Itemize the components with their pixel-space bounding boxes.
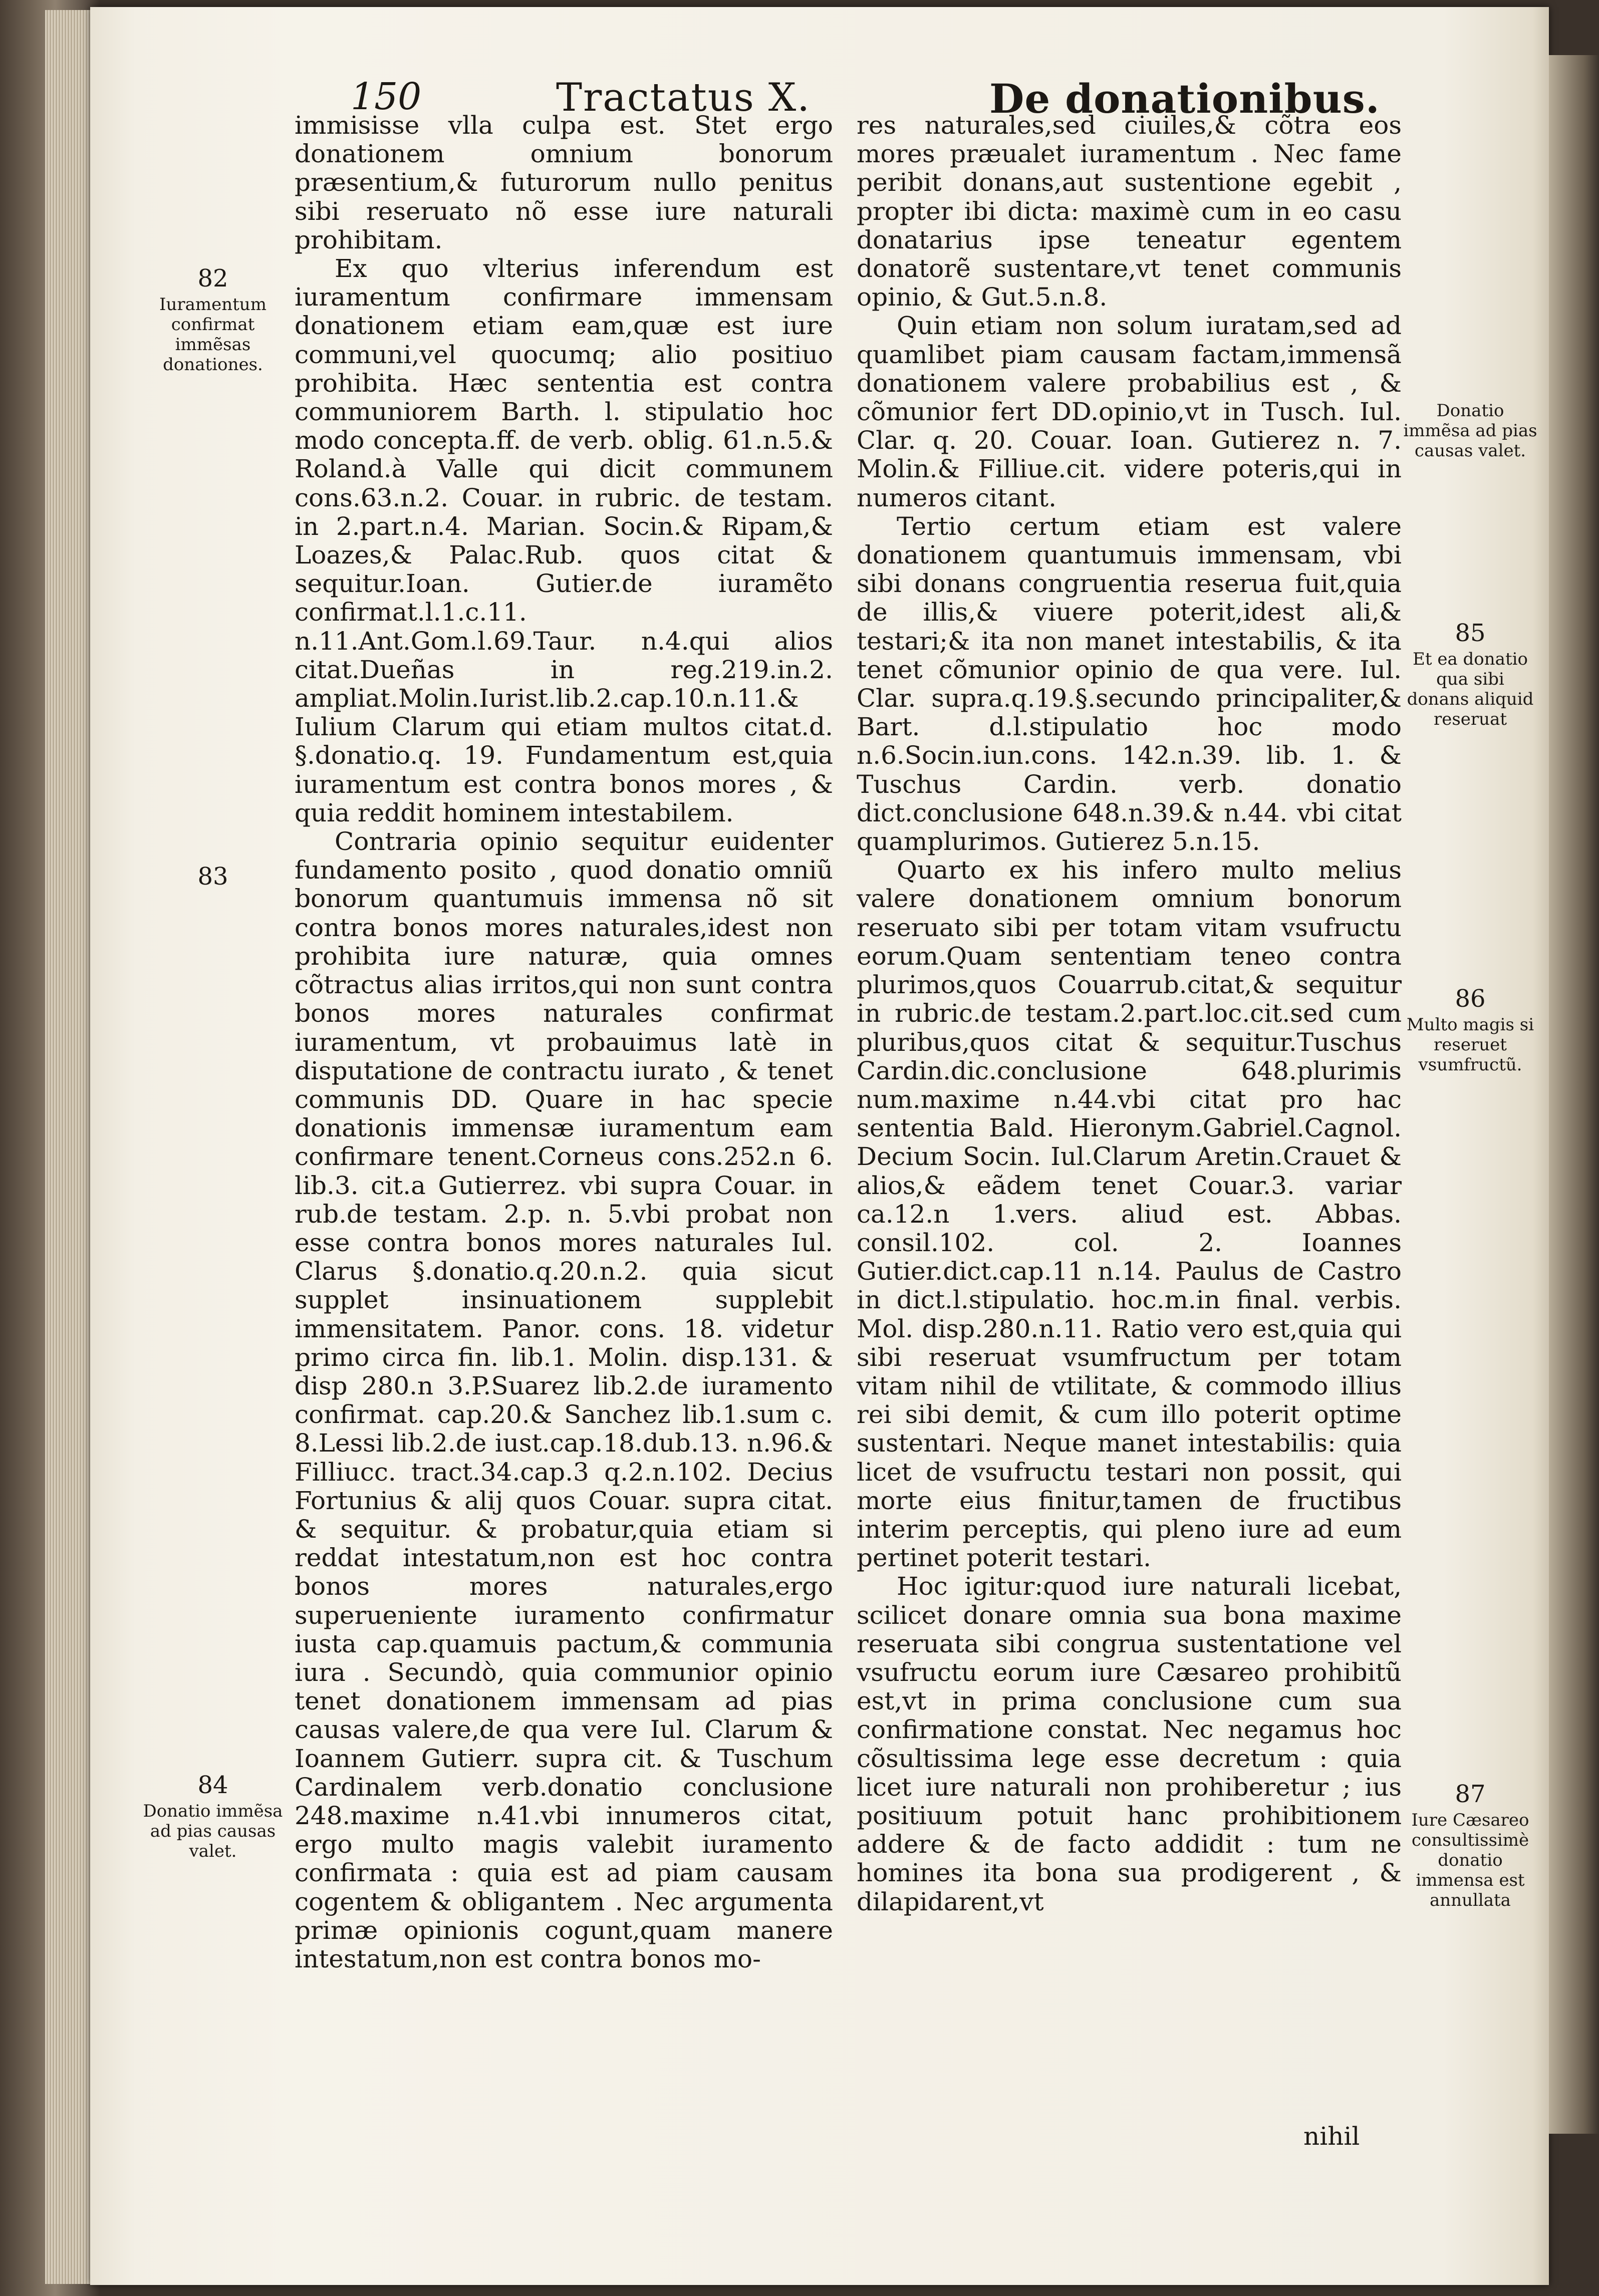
- running-title: Tractatus X.: [556, 75, 811, 120]
- margin-note-text: Iure Cæsareo consultissimè donatio immensa est annullata: [1411, 1810, 1529, 1910]
- paragraph: Tertio certum etiam est valere donationem quantumuis immensam, vbi sibi donans congruentia reserua fuit,quia de illis,& viuere poterit,idest ali,& testari;& ita non manet intestabilis, & ita tenet cõmunior opinio de qua vere. Iul. Clar. supra.q.19.§.secundo principaliter,& Bart. d.l.stipulatio hoc modo n.6.Socin.iun.cons. 142.n.39. lib. 1. & Tuschus Cardin. verb. donatio dict.conclusione 648.n.39.& n.44. vbi citat quamplurimos. Gutierez 5.n.15.: [857, 511, 1402, 856]
- paragraph: Contraria opinio sequitur euidenter fundamento posito , quod donatio omniũ bonorum quantumuis immensa nõ sit contra bonos mores naturales,idest non prohibita iure naturæ, quia omnes cõtractus alias irritos,qui non sunt contra bonos mores naturales confirmat iuramentum, vt probauimus latè in disputatione de contractu iurato , & tenet communis DD. Quare in hac specie donationis immensæ iuramentum eam confirmare tenent.Corneus cons.252.n 6. lib.3. cit.a Gutierrez. vbi supra Couar. in rub.de testam. 2.p. n. 5.vbi probat non esse contra bonos mores naturales Iul. Clarus §.donatio.q.20.n.2. quia sicut supplet insinuationem supplebit immensitatem. Panor. cons. 18. videtur primo circa fin. lib.1. Molin. disp.131. & disp 280.n 3.P.Suarez lib.2.de iuramento confirmat. cap.20.& Sanchez lib.1.sum c. 8.Lessi lib.2.de iust.cap.18.dub.13. n.96.& Filliucc. tract.34.cap.3 q.2.n.102. Decius Fortunius & alij quos Couar. supra citat. & sequitur. & probatur,quia etiam si reddat intestatum,non est hoc contra bonos mores naturales,ergo superueniente iuramento confirmatur iusta cap.quamuis pactum,& communia iura . Secundò, quia communior opinio tenet donationem immensam ad pias causas valere,de qua vere Iul. Clarum & Ioannem Gutierr. supra cit. & Tuschum Cardinalem verb.donatio conclusione 248.maxime n.41.vbi innumeros citat, ergo multo magis valebit iuramento confirmata : quia est ad piam causam cogentem & obligantem . Nec argumenta primæ opinionis cogunt,quam manere intestatum,non est contra bonos mo-: [295, 827, 833, 1973]
- margin-note-donatio: [1403, 401, 1538, 461]
- left-column: [295, 111, 833, 1973]
- paragraph: res naturales,sed ciuiles,& cõtra eos mores præualet iuramentum . Nec fame peribit donans,aut sustentione egebit , propter ibi dicta: maximè cum in eo casu donatarius ipse teneatur egentem donatorẽ sustentare,vt tenet communis opinio, & Gut.5.n.8.: [857, 111, 1402, 312]
- margin-note-number: 82: [197, 264, 228, 293]
- margin-note-number: 84: [197, 1771, 228, 1799]
- catchword: nihil: [1303, 2122, 1360, 2151]
- margin-note-text: Multo magis si reseruet vsumfructũ.: [1406, 1015, 1534, 1075]
- margin-note-number: 87: [1455, 1780, 1486, 1808]
- margin-note-number: 86: [1455, 985, 1486, 1013]
- margin-note-84: [138, 1771, 288, 1861]
- margin-note-text: Donatio immẽsa ad pias causas valet.: [1403, 401, 1537, 461]
- margin-note-82: [138, 264, 288, 375]
- margin-note-86: [1403, 985, 1538, 1075]
- paragraph: Quin etiam non solum iuratam,sed ad quamlibet piam causam factam,immensã donationem valere probabilius est , & cõmunior fert DD.opinio,vt in Tusch. Iul. Clar. q. 20. Couar. Ioan. Gutierez n. 7. Molin.& Filliue.cit. videre poteris,qui in numeros citant.: [857, 311, 1402, 512]
- margin-note-number: 85: [1455, 619, 1486, 647]
- paragraph: Hoc igitur:quod iure naturali licebat, scilicet donare omnia sua bona maxime reseruata sibi congrua sustentatione vel vsufructu eorum iure Cæsareo prohibitũ est,vt in prima conclusione cum sua confirmatione constat. Nec negamus hoc cõsultissima lege esse decretum : quia licet iure naturali non prohiberetur ; ius positiuum potuit hanc prohibitionem addere & de facto addidit : tum ne homines ita bona sua prodigerent , & dilapidarent,vt: [857, 1572, 1402, 1916]
- right-page-edge: [1549, 55, 1599, 2134]
- page-number: 150: [351, 75, 422, 118]
- margin-note-text: Et ea donatio qua sibi donans aliquid reseruat: [1407, 649, 1534, 729]
- paragraph: Ex quo vlterius inferendum est iuramentum confirmare immensam donationem etiam eam,quæ est iure communi,vel quocumq; alio positiuo prohibita. Hæc sententia est contra communiorem Barth. l. stipulatio hoc modo concepta.ff. de verb. oblig. 61.n.5.& Roland.à Valle qui dicit communem cons.63.n.2. Couar. in rubric. de testam. in 2.part.n.4. Marian. Socin.& Ripam,& Loazes,& Palac.Rub. quos citat & sequitur.Ioan. Gutier.de iuramẽto confirmat.l.1.c.11. n.11.Ant.Gom.l.69.Taur. n.4.qui alios citat.Dueñas in reg.219.in.2. ampliat.Molin.Iurist.lib.2.cap.10.n.11.& Iulium Clarum qui etiam multos citat.d. §.donatio.q. 19. Fundamentum est,quia iuramentum est contra bonos mores , & quia reddit hominem intestabilem.: [295, 254, 833, 827]
- margin-note-85: [1403, 619, 1538, 729]
- margin-note-text: Donatio immẽsa ad pias causas valet.: [143, 1801, 283, 1861]
- margin-note-number: 83: [197, 863, 228, 891]
- paragraph: Quarto ex his infero multo melius valere donationem omnium bonorum reseruato sibi per totam vitam vsufructu eorum.Quam sententiam teneo contra plurimos,quos Couarrub.citat,& sequitur in rubric.de testam.2.part.loc.cit.sed cum pluribus,quos citat & sequitur.Tuschus Cardin.dic.conclusione 648.plurimis num.maxime n.44.vbi citat pro hac sententia Bald. Hieronym.Gabriel.Cagnol. Decium Socin. Iul.Clarum Aretin.Crauet & alios,& eãdem tenet Couar.3. variar ca.12.n 1.vers. aliud est. Abbas. consil.102. col. 2. Ioannes Gutier.dict.cap.11 n.14. Paulus de Castro in dict.l.stipulatio. hoc.m.in final. verbis. Mol. disp.280.n.11. Ratio vero est,quia qui sibi reseruat vsumfructum per totam vitam nihil de vtilitate, & commodo illius rei sibi demit, & cum illo poterit optime sustentari. Neque manet intestabilis: quia licet de vsufructu testari non possit, qui morte eius finitur,tamen de fructibus interim perceptis, qui pleno iure ad eum pertinet poterit testari.: [857, 855, 1402, 1573]
- margin-note-87: [1403, 1780, 1538, 1910]
- paragraph: immisisse vlla culpa est. Stet ergo donationem omnium bonorum præsentium,& futurorum nullo penitus sibi reseruato nõ esse iure naturali prohibitam.: [295, 111, 833, 254]
- margin-note-83: [138, 863, 288, 893]
- running-heading: De donationibus.: [989, 75, 1380, 122]
- margin-note-text: Iuramentum confirmat immẽsas donationes.: [159, 295, 266, 375]
- right-column: [857, 111, 1402, 1916]
